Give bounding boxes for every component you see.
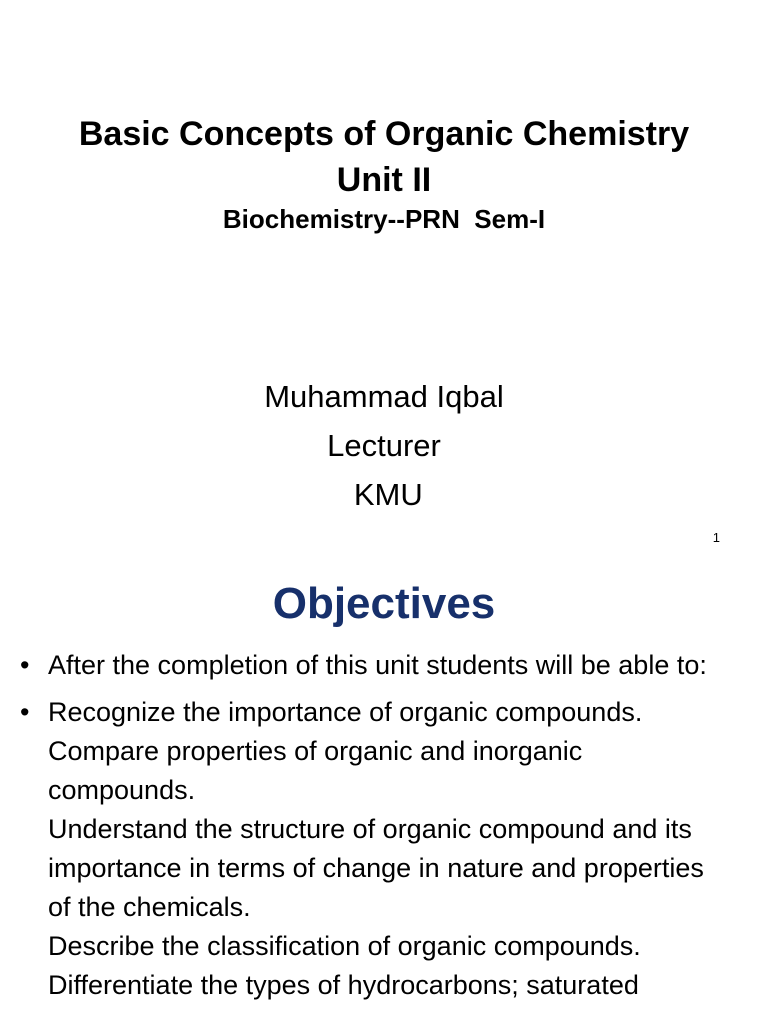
objective-bullet-intro [0,646,768,685]
bullet-line: Describe the classification of organic compounds. [48,931,641,961]
objectives-heading: Objectives [272,579,496,628]
bullet-line: Differentiate the types of hydrocarbons; saturated [48,970,639,1000]
author-institution: KMU [345,477,423,512]
slide-title-line-2: Unit II [336,161,432,199]
objective-bullet-goals [0,693,768,1005]
slide-number: 1 [712,530,720,545]
bullet-dot-icon: • [20,650,30,680]
objectives-list [0,646,768,1013]
author-name: Muhammad Iqbal [264,379,504,414]
bullet-line: Recognize the importance of organic compounds. [48,697,643,727]
bullet-line: Compare properties of organic and inorganic compounds. [48,736,583,805]
bullet-line: Understand the structure of organic compound and its importance in terms of change in nature and properties of the chemicals. [48,814,704,922]
slide-subtitle: Biochemistry--PRN Sem-I [222,204,546,234]
bullet-line: After the completion of this unit students will be able to: [48,650,707,680]
slide-title-line-1: Basic Concepts of Organic Chemistry [78,115,690,153]
author-role: Lecturer [327,428,441,463]
bullet-dot-icon: • [20,697,30,727]
